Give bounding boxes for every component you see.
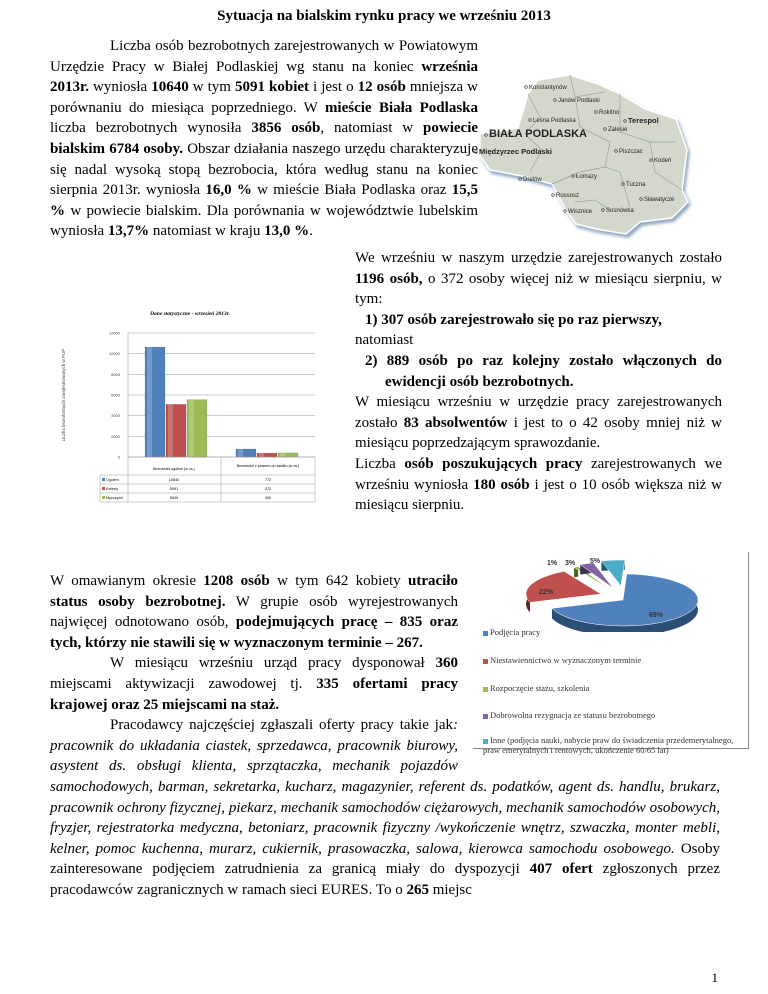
pie-legend-item xyxy=(483,683,738,693)
y-tick-label: 4000 xyxy=(111,413,120,419)
legend-swatch xyxy=(483,659,488,664)
data-value: 772 xyxy=(264,478,272,482)
paragraph xyxy=(355,330,722,351)
pie-value-label: 5% xyxy=(589,558,601,565)
map-place-label: Piszczac xyxy=(619,149,643,155)
legend-swatch xyxy=(102,478,105,481)
bar-highlight xyxy=(168,404,173,457)
text-run: zarejestrowanych we wrześniu wyniosła xyxy=(355,455,722,493)
text-run: Osoby zainteresowane podjęciem zatrudnienia za granicą miały do dyspozycji xyxy=(50,840,720,878)
text-run: W omawianym okresie xyxy=(50,573,204,589)
pie-legend-item xyxy=(483,710,738,720)
text-run: i jest to o 42 osoby mniej niż w miesiącu poprzedzającym sprawozdanie. xyxy=(355,414,722,452)
legend-label: Niestawiennictwo w wyznaczonym terminie xyxy=(490,655,642,665)
text-run: 16,0 % xyxy=(205,182,252,199)
text-run: 180 osób xyxy=(473,476,530,493)
legend-label: Inne (podjęcia nauki, nabycie praw do świadczenia przedemerytalnego, praw emerytalnych i rentowych, ukończenie 60/65 lat) xyxy=(483,735,734,755)
legend-swatch xyxy=(483,687,488,692)
pie-value-label: 1% xyxy=(546,560,558,567)
text-run: w powiecie bialskim. Dla porównania w województwie lubelskim wyniosła xyxy=(50,202,478,240)
legend-label: Mężczyźni xyxy=(106,496,123,500)
text-run: Obszar działania naszego urzędu charakteryzuje się nadal wysoką stopą bezrobocia, która według stanu na koniec sierpnia 2013r. wyniosła xyxy=(50,140,478,199)
map-place-label: Wisznice xyxy=(568,209,593,215)
map-place-label: Zalesie xyxy=(608,127,628,133)
text-run: miejsc xyxy=(428,881,472,898)
text-run: 3856 osób xyxy=(251,120,321,137)
text-run: podejmujących pracę – 835 oraz tych, którzy nie stawili się w wyznaczonym terminie – 267. xyxy=(50,614,458,651)
paragraph xyxy=(355,454,722,516)
legend-label: Rozpoczęcie stażu, szkolenia xyxy=(490,683,590,693)
map-place-label: Tuczna xyxy=(626,182,646,188)
pie-legend-item xyxy=(483,735,738,755)
data-value: 10640 xyxy=(168,478,180,482)
paragraph xyxy=(355,392,722,454)
text-run: 360 xyxy=(435,655,458,672)
text-run: o 372 osoby więcej niż w miesiącu sierpniu, w tym: xyxy=(355,270,722,308)
map-town-marker xyxy=(519,178,522,181)
text-run: W miesiącu wrześniu w urzędzie pracy zarejestrowanych zostało xyxy=(355,394,722,431)
paragraph xyxy=(355,351,722,392)
text-run: 13,0 % xyxy=(264,223,310,240)
map-place-label: Międzyrzec Podlaski xyxy=(479,147,552,156)
y-tick-label: 8000 xyxy=(111,371,120,377)
text-run: 2) 889 osób po raz kolejny zostało włączonych do ewidencji osób bezrobotnych. xyxy=(365,352,722,390)
text-run: w tym 642 kobiety xyxy=(269,573,408,589)
data-value: 372 xyxy=(264,487,272,491)
text-run: Liczba xyxy=(355,455,405,472)
pie-legend-item xyxy=(483,627,738,637)
pie-chart xyxy=(473,552,749,755)
legend-label: Kobiety xyxy=(106,487,118,491)
text-run: powiecie bialskim 6784 osoby. xyxy=(50,120,479,157)
text-run: 83 absolwentów xyxy=(403,414,508,431)
legend-label: Podjęcia pracy xyxy=(490,627,541,637)
paragraph-registrations xyxy=(355,248,722,516)
data-value: 5091 xyxy=(169,487,179,491)
map-place-label: Rossosz xyxy=(556,193,580,199)
map-town-marker xyxy=(525,86,528,89)
text-run: 1208 osób xyxy=(203,573,270,589)
legend-swatch xyxy=(483,739,488,744)
text-run: 13,7% xyxy=(107,223,150,240)
text-run: 15,5 % xyxy=(50,182,478,219)
text-run: 407 ofert xyxy=(529,861,593,878)
text-run: Pracodawcy najczęściej zgłaszali oferty pracy takie jak xyxy=(110,717,453,734)
text-run: miejscami aktywizacji zawodowej tj. xyxy=(50,675,317,692)
text-run: natomiast xyxy=(355,332,414,349)
text-run: i jest o xyxy=(309,79,358,96)
chart-title: Dane statystyczne - wrzesień 2013r. xyxy=(150,311,230,317)
text-run: : pracownik do układania ciastek, sprzedawca, pracownik biurowy, asystent ds. obsługi klienta, sprzątaczka, mechanik pojazdów samochodowych, barman, sekretarka, kucharz, magazynier, referent ds. podatków, agent ds. handlu, brukarz, pracownik ochrony fizycznej, piekarz, mechanik samochodów ciężarowych, mechanik samochodów osobowych, fryzjer, rejestratorka medyczna, betoniarz, pracownik fizyczny /wykończenie wnętrz, szwaczka, monter mebli, kelner, pomoc kuchenna, murarz, cukiernik, prasowaczka, salowa, kierowca samochodu osobowego. xyxy=(50,717,720,857)
text-run: zgłoszonych przez pracodawców zagranicznych w ramach sieci EURES. To o xyxy=(50,861,721,898)
text-run: 1) 307 osób zarejestrowało się po raz pierwszy, xyxy=(365,311,662,328)
text-run: liczba bezrobotnych wynosiła xyxy=(50,120,252,137)
text-run: , natomiast w xyxy=(320,120,424,137)
legend-swatch xyxy=(102,487,105,490)
text-run: W grupie osób wyrejestrowanych najwięcej odnotowano osób, xyxy=(50,593,458,631)
y-tick-label: 2000 xyxy=(111,433,120,439)
text-run: wyniosła xyxy=(89,79,152,96)
bar-highlight xyxy=(238,449,243,457)
page-number: 1 xyxy=(711,970,718,985)
y-tick-label: 0 xyxy=(117,454,120,460)
paragraph xyxy=(50,36,478,242)
pie-legend-item xyxy=(483,655,738,665)
category-label: Bezrobotni ogółem (w os.) xyxy=(153,467,195,471)
text-run: Liczba osób bezrobotnych zarejestrowanych w Powiatowym Urzędzie Pracy w Białej Podlaskiej wg stanu na koniec xyxy=(50,38,478,75)
text-run: 10640 xyxy=(151,79,189,96)
text-run: w mieście Biała Podlaska oraz xyxy=(251,182,452,199)
y-tick-label: 10000 xyxy=(108,351,120,357)
legend-label: Dobrowolna rezygnacja ze statusu bezrobotnego xyxy=(490,710,656,720)
text-run: . xyxy=(309,223,313,240)
y-tick-label: 12000 xyxy=(108,330,120,336)
data-value: 400 xyxy=(264,496,272,500)
data-value: 5549 xyxy=(169,496,179,500)
text-run: 12 osób xyxy=(357,79,406,96)
map-place-label: Kodeń xyxy=(654,158,672,164)
map-place-label: Leśna Podlaska xyxy=(533,118,576,124)
legend-swatch xyxy=(483,631,488,636)
text-run: i jest o 10 osób większa niż w miesiącu sierpniu. xyxy=(355,476,722,514)
bar-highlight xyxy=(189,400,194,457)
text-run: 5091 kobiet xyxy=(234,79,310,96)
text-run: 1196 osób, xyxy=(355,270,423,287)
text-run: mniejsza w porównaniu do miesiąca poprzedniego. W xyxy=(50,79,478,116)
paragraph-unemployment-summary xyxy=(50,36,478,242)
map-place-label: Drelów xyxy=(523,177,542,183)
pie-value-label: 3% xyxy=(564,560,576,567)
map-place-label: Łomazy xyxy=(576,174,598,180)
map-place-label: Sławatycze xyxy=(644,197,675,203)
y-tick-label: 6000 xyxy=(111,392,120,398)
legend-swatch xyxy=(483,714,488,719)
map-place-label: Konstantynów xyxy=(529,85,567,91)
document-title: Sytuacja na bialskim rynku pracy we wrześniu 2013 xyxy=(217,8,551,24)
text-run: osób poszukujących pracy xyxy=(404,455,583,472)
bar-chart xyxy=(55,295,335,535)
map-town-marker xyxy=(552,194,555,197)
district-map xyxy=(480,72,695,237)
text-run: utraciło status osoby bezrobotnej. xyxy=(50,573,458,610)
legend-label: Ogółem xyxy=(106,478,119,482)
map-place-label: Rokitno xyxy=(599,110,620,116)
text-run: w tym xyxy=(188,79,235,96)
pie-value-label: 69% xyxy=(648,612,664,619)
bar-highlight xyxy=(147,347,152,457)
text-run: mieście Biała Podlaska xyxy=(324,99,478,116)
legend-swatch xyxy=(102,496,105,499)
category-label: Bezrobotni z prawem do zasiłku (w os.) xyxy=(236,464,300,468)
bar-highlight xyxy=(280,453,285,457)
map-place-label: Janów Podlaski xyxy=(558,98,600,104)
bar-highlight xyxy=(259,453,264,457)
y-axis-label: Liczba bezrobotnych zarejestrowanych w PUP xyxy=(61,348,66,442)
text-run: We wrześniu w naszym urzędzie zarejestrowanych zostało xyxy=(355,250,722,266)
pie-value-label: 22% xyxy=(538,589,554,596)
text-run: W miesiącu wrześniu urząd pracy dysponował xyxy=(110,655,436,672)
paragraph xyxy=(355,248,722,310)
text-run: września 2013r. xyxy=(50,58,478,96)
map-place-label: Sosnówka xyxy=(606,208,634,214)
paragraph xyxy=(355,310,722,331)
text-run: 265 xyxy=(406,881,429,898)
text-run: 335 ofertami pracy krajowej oraz 25 miejscami na staż. xyxy=(50,675,458,713)
text-run: natomiast w kraju xyxy=(149,223,265,240)
map-place-label: BIAŁA PODLASKA xyxy=(489,128,587,140)
map-place-label: Terespol xyxy=(628,116,659,125)
